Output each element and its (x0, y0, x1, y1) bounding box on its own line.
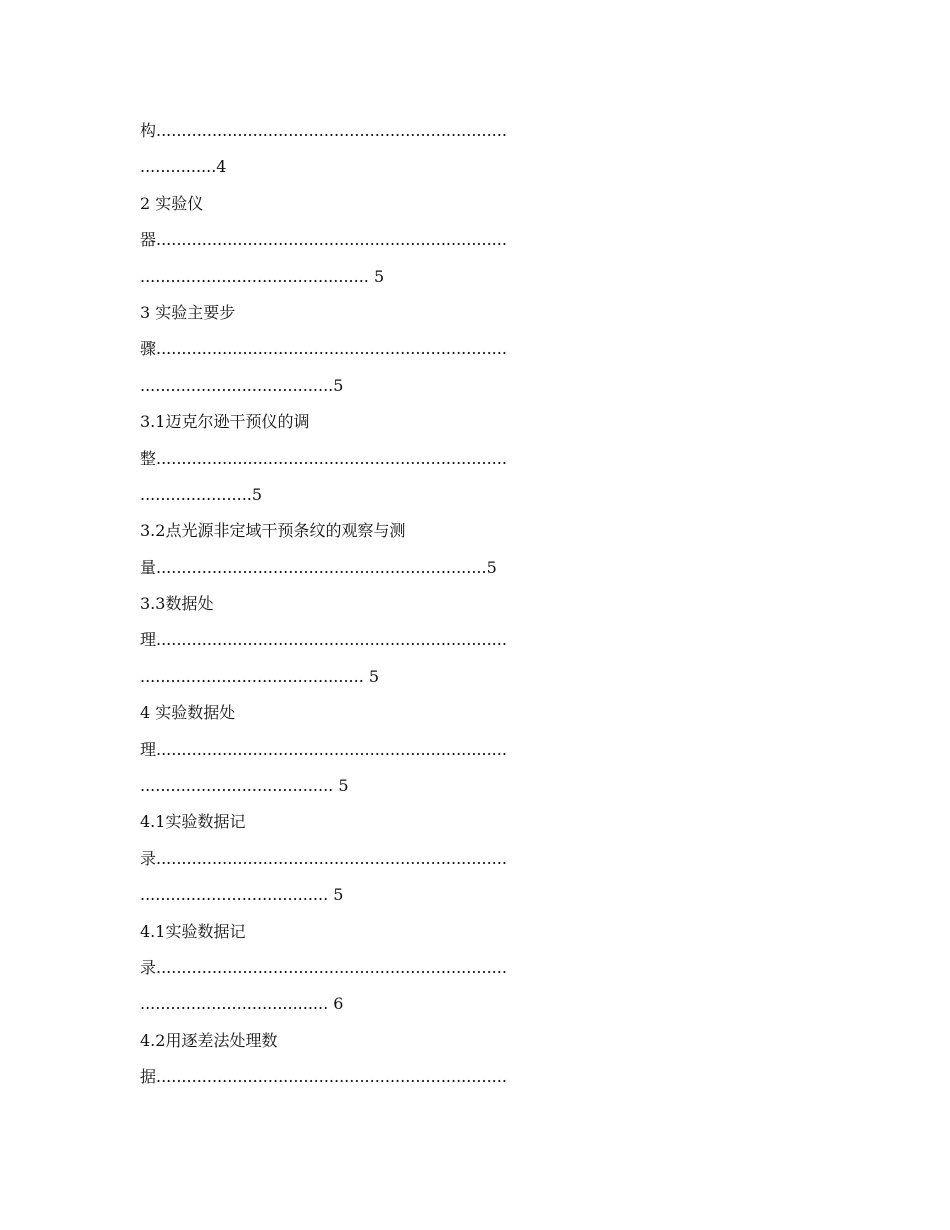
toc-line: 3 实验主要步 (140, 302, 236, 322)
table-of-contents (140, 113, 810, 1096)
toc-line: ..................................... 5 (140, 885, 344, 905)
toc-line: ............................................. 5 (140, 266, 385, 286)
toc-line: ......................5 (140, 484, 263, 504)
toc-line: 4.2用逐差法处理数 (140, 1030, 278, 1050)
toc-line: 2 实验仪 (140, 193, 204, 213)
toc-line: 构..................................................................... (140, 121, 507, 140)
toc-line: 录..................................................................... (140, 848, 507, 868)
toc-line: 整..................................................................... (140, 448, 507, 468)
toc-line: 理..................................................................... (140, 630, 507, 650)
toc-line: 4.1实验数据记 (140, 921, 246, 941)
toc-line: 4.1实验数据记 (140, 812, 246, 832)
toc-line: ...............4 (140, 157, 227, 177)
toc-line: ...................................... 5 (140, 776, 349, 796)
toc-line: 器..................................................................... (140, 230, 507, 250)
toc-line: ..................................... 6 (140, 994, 344, 1014)
toc-line: 3.2点光源非定域干预条纹的观察与测 (140, 521, 406, 541)
toc-line: ......................................5 (140, 375, 344, 395)
toc-line: 量.................................................................5 (140, 557, 497, 577)
toc-line: 3.1迈克尔逊干预仪的调 (140, 412, 310, 432)
toc-line: 理..................................................................... (140, 739, 507, 759)
toc-line: ............................................ 5 (140, 666, 380, 686)
toc-line: 3.3数据处 (140, 594, 214, 614)
toc-line: 骤..................................................................... (140, 339, 507, 359)
toc-line: 据..................................................................... (140, 1067, 507, 1087)
toc-line: 录..................................................................... (140, 957, 507, 977)
toc-line: 4 实验数据处 (140, 703, 236, 723)
